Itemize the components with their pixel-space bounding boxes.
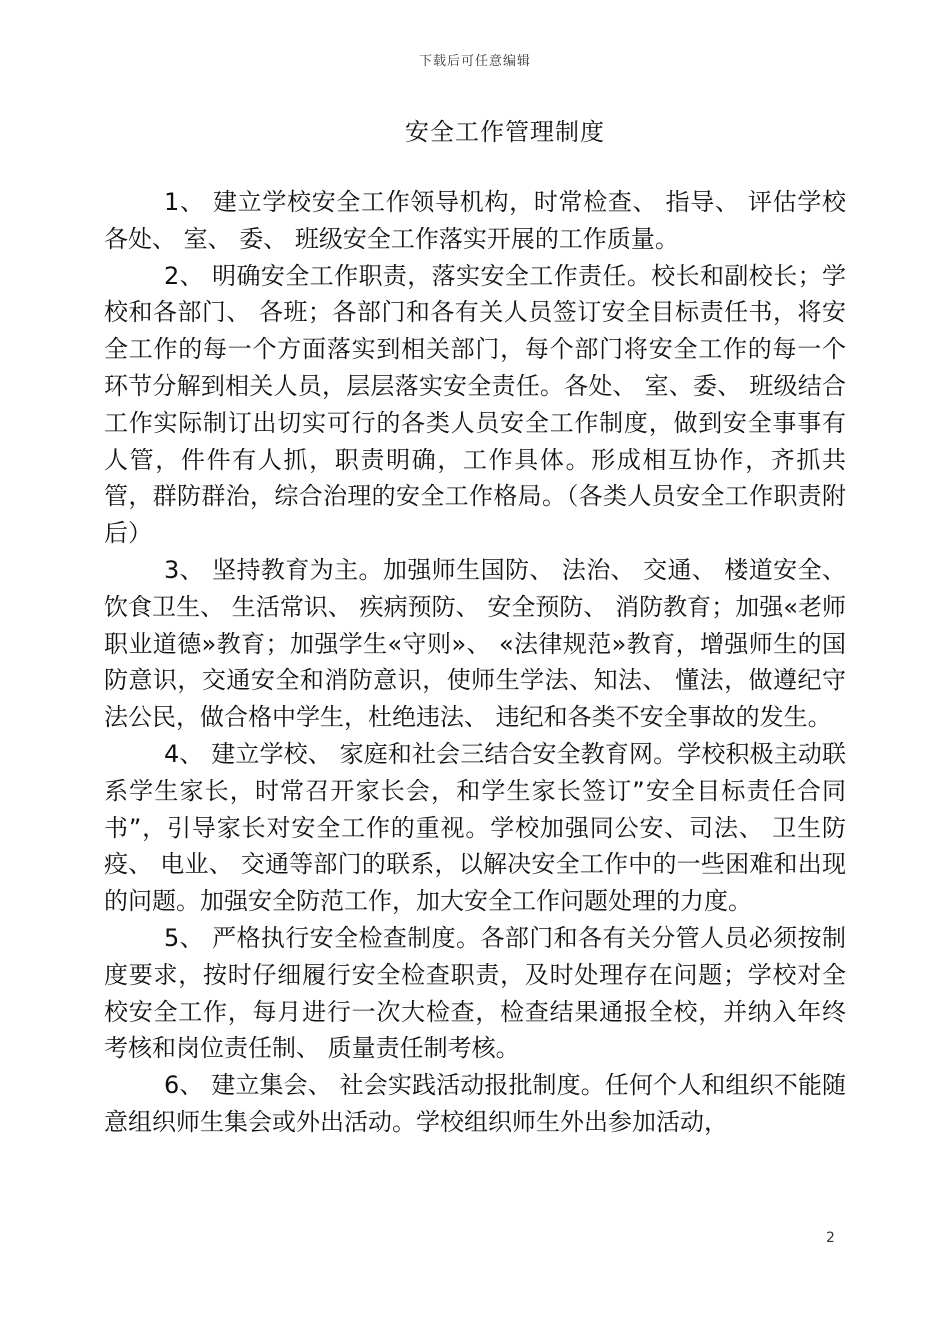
page-header-note: 下载后可任意编辑 bbox=[418, 54, 531, 69]
paragraph-2: 2、 明确安全工作职责，落实安全工作责任。校长和副校长；学校和各部门、 各班；各部门和各有关人员签订安全目标责任书，将安全工作的每一个方面落实到相关部门，每个部门将安全工作的每一个环节分解到相关人员，层层落实安全责任。各处、 室、委、 班级结合工作实际制订出切实可行的各类人员安全工作制度，做到安全事事有人管，件件有人抓，职责明确，工作具体。形成相互协作，齐抓共管，群防群治，综合治理的安全工作格局。（各类人员安全工作职责附后） bbox=[104, 261, 846, 548]
paragraph-5: 5、 严格执行安全检查制度。各部门和各有关分管人员必须按制度要求，按时仔细履行安全检查职责，及时处理存在问题；学校对全校安全工作，每月进行一次大检查，检查结果通报全校，并纳入年终考核和岗位责任制、 质量责任制考核。 bbox=[104, 923, 846, 1063]
document-body bbox=[104, 184, 846, 1141]
page-number: 2 bbox=[826, 1230, 835, 1246]
document-title: 安全工作管理制度 bbox=[405, 118, 605, 146]
paragraph-4: 4、 建立学校、 家庭和社会三结合安全教育网。学校积极主动联系学生家长，时常召开家长会，和学生家长签订”安全目标责任合同书”，引导家长对安全工作的重视。学校加强同公安、司法、 卫生防疫、 电业、 交通等部门的联系，以解决安全工作中的一些困难和出现的问题。加强安全防范工作，加大安全工作问题处理的力度。 bbox=[104, 739, 846, 916]
paragraph-3: 3、 坚持教育为主。加强师生国防、 法治、 交通、 楼道安全、 饮食卫生、 生活常识、 疾病预防、 安全预防、 消防教育；加强«老师职业道德»教育；加强学生«守则»、 «法律规范»教育，增强师生的国防意识，交通安全和消防意识，使师生学法、知法、 懂法，做遵纪守法公民，做合格中学生，杜绝违法、 违纪和各类不安全事故的发生。 bbox=[104, 555, 846, 732]
paragraph-1: 1、 建立学校安全工作领导机构，时常检查、 指导、 评估学校各处、 室、 委、 班级安全工作落实开展的工作质量。 bbox=[104, 188, 846, 253]
paragraph-6: 6、 建立集会、 社会实践活动报批制度。任何个人和组织不能随意组织师生集会或外出活动。学校组织师生外出参加活动， bbox=[104, 1071, 846, 1136]
